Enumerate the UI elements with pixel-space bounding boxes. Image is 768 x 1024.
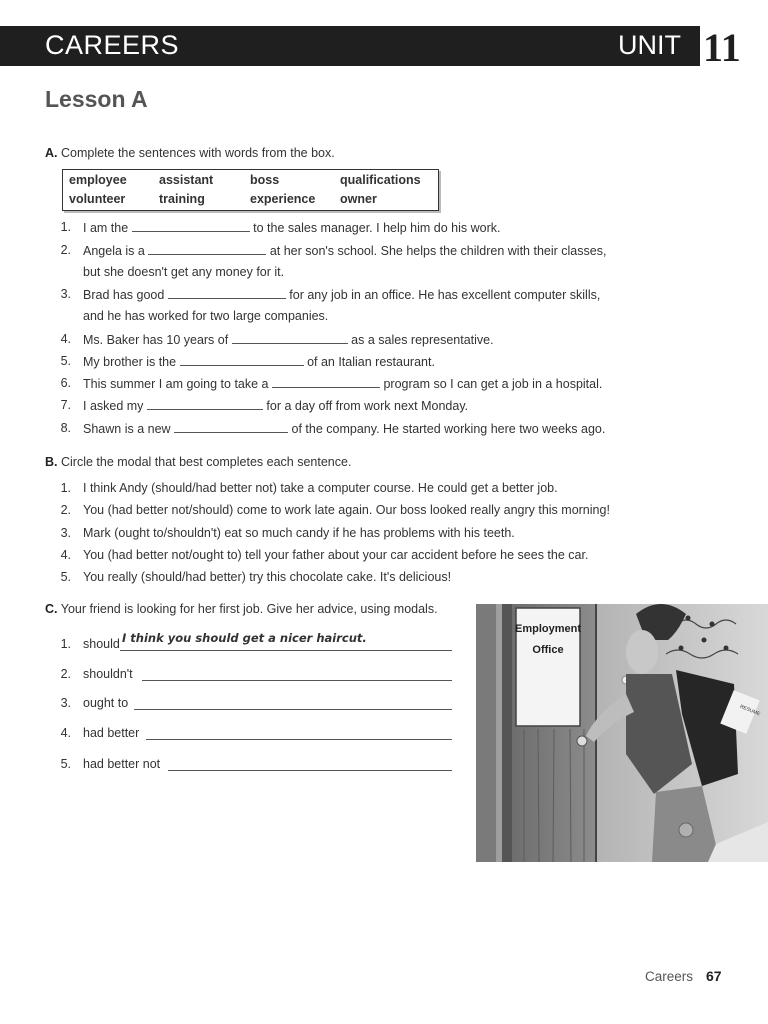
word-box — [62, 169, 439, 211]
resume-label: RESUME — [738, 703, 761, 718]
word-box-word: experience — [250, 192, 316, 206]
item-number: 4. — [60, 726, 71, 740]
answer-line[interactable] — [168, 769, 452, 771]
item-number: 6. — [60, 376, 71, 390]
section-c-instruction: C. Your friend is looking for her first job. Give her advice, using modals. — [45, 602, 438, 616]
item-number: 3. — [60, 696, 71, 710]
employment-office-photo — [476, 604, 768, 862]
example-answer: I think you should get a nicer haircut. — [122, 631, 367, 645]
item-number: 4. — [60, 332, 71, 346]
list-item-continuation: and he has worked for two large companies. — [83, 309, 329, 323]
answer-blank[interactable] — [174, 421, 288, 433]
item-number: 7. — [60, 398, 71, 412]
item-number: 5. — [60, 570, 71, 584]
girl-face — [626, 630, 658, 674]
wall-shadow — [476, 604, 496, 862]
answer-line[interactable] — [146, 738, 452, 740]
advice-label: had better not — [83, 757, 161, 771]
word-box-word: qualifications — [340, 173, 421, 187]
item-number: 1. — [60, 220, 71, 234]
list-item[interactable]: You really (should/had better) try this chocolate cake. It's delicious! — [83, 570, 452, 584]
advice-label: ought to — [83, 696, 129, 710]
answer-blank[interactable] — [272, 376, 380, 388]
lesson-title: Lesson A — [45, 86, 148, 112]
item-number: 4. — [60, 548, 71, 562]
list-item: I asked my for a day off from work next Monday. — [83, 399, 469, 413]
section-a-instruction: A. Complete the sentences with words from the box. — [45, 146, 335, 160]
list-item: This summer I am going to take a program so I can get a job in a hospital. — [83, 377, 603, 391]
list-item: Ms. Baker has 10 years of as a sales representative. — [83, 333, 494, 347]
list-item[interactable]: You (had better not/should) come to work late again. Our boss looked really angry this morning! — [83, 503, 610, 517]
answer-line[interactable] — [120, 649, 452, 651]
advice-label: shouldn't — [83, 667, 133, 681]
list-item: I am the to the sales manager. I help him do his work. — [83, 221, 501, 235]
item-number: 3. — [60, 287, 71, 301]
answer-line[interactable] — [142, 679, 452, 681]
page-number: 67 — [706, 968, 722, 984]
answer-blank[interactable] — [148, 243, 266, 255]
item-number: 5. — [60, 354, 71, 368]
door-knob — [577, 736, 587, 746]
list-item[interactable]: You (had better not/ought to) tell your father about your car accident before he sees the car. — [83, 548, 589, 562]
item-number: 1. — [60, 481, 71, 495]
answer-blank[interactable] — [132, 220, 250, 232]
word-box-word: volunteer — [69, 192, 126, 206]
answer-blank[interactable] — [168, 287, 286, 299]
list-item: Brad has good for any job in an office. He has excellent computer skills, — [83, 288, 601, 302]
word-box-word: owner — [340, 192, 377, 206]
sign-text-line2: Office — [532, 644, 564, 656]
chapter-title: CAREERS — [45, 30, 180, 60]
door-frame — [502, 604, 512, 862]
item-number: 5. — [60, 757, 71, 771]
word-box-word: employee — [69, 173, 127, 187]
item-number: 8. — [60, 421, 71, 435]
list-item: My brother is the of an Italian restaurant. — [83, 355, 435, 369]
list-item: Shawn is a new of the company. He started working here two weeks ago. — [83, 422, 606, 436]
item-number: 1. — [60, 637, 71, 651]
unit-number: 11 — [703, 25, 741, 70]
item-number: 3. — [60, 526, 71, 540]
list-item[interactable]: I think Andy (should/had better not) take a computer course. He could get a better job. — [83, 481, 558, 495]
word-box-word: boss — [250, 173, 280, 187]
item-number: 2. — [60, 243, 71, 257]
footer-section: Careers — [645, 969, 694, 984]
item-number: 2. — [60, 667, 71, 681]
unit-label: UNIT — [618, 30, 681, 60]
word-box-word: assistant — [159, 173, 214, 187]
advice-label: had better — [83, 726, 140, 740]
word-box-word: training — [159, 192, 205, 206]
item-number: 2. — [60, 503, 71, 517]
answer-line[interactable] — [134, 708, 452, 710]
flower-patch-icon — [679, 823, 693, 837]
advice-label: should — [83, 637, 120, 651]
answer-blank[interactable] — [180, 354, 304, 366]
list-item-continuation: but she doesn't get any money for it. — [83, 265, 285, 279]
answer-blank[interactable] — [232, 332, 348, 344]
list-item[interactable]: Mark (ought to/shouldn't) eat so much candy if he has problems with his teeth. — [83, 526, 515, 540]
answer-blank[interactable] — [147, 398, 263, 410]
sign-text-line1: Employment — [514, 623, 582, 635]
section-b-instruction: B. Circle the modal that best completes each sentence. — [45, 455, 352, 469]
list-item: Angela is a at her son's school. She helps the children with their classes, — [83, 244, 607, 258]
